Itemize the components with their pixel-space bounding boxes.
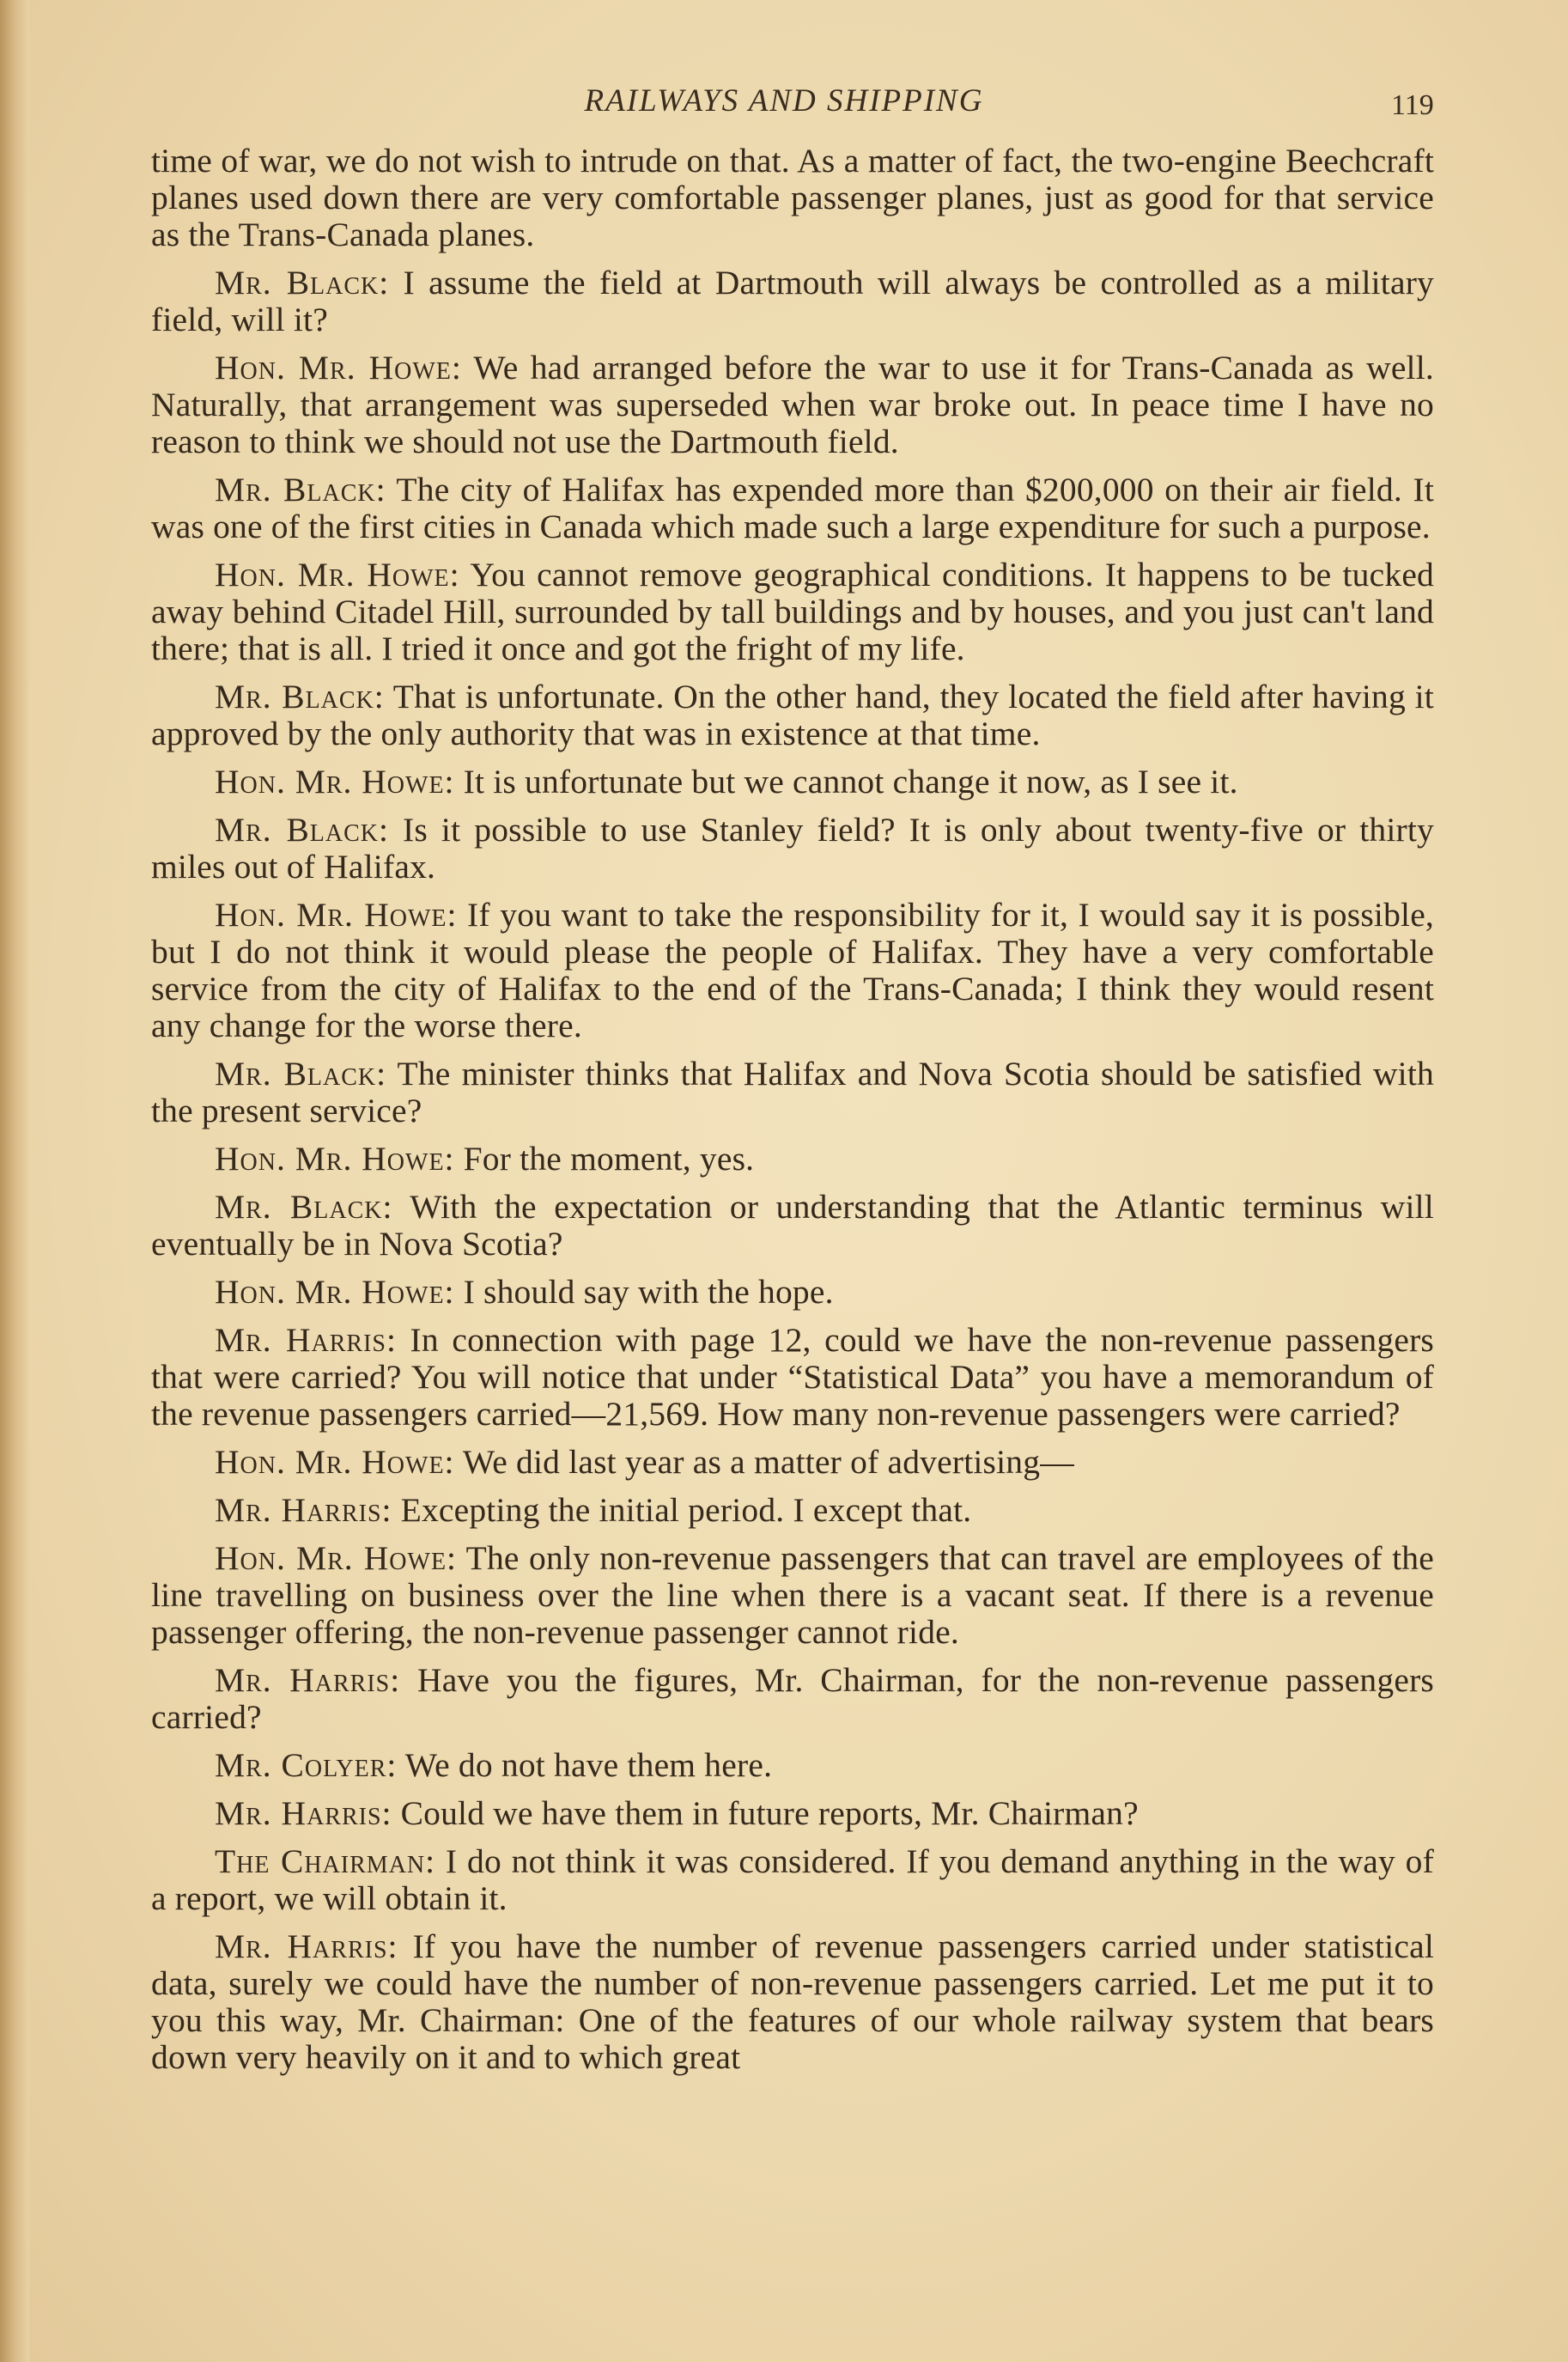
paragraph-text: That is unfortunate. On the other hand, they located the field after having it approved by the only authority that was in existence at that time. bbox=[151, 678, 1434, 752]
page-number: 119 bbox=[1391, 89, 1434, 121]
paragraph bbox=[151, 764, 1434, 801]
speaker-name: Mr. Black: bbox=[215, 264, 390, 301]
paragraph bbox=[151, 557, 1434, 667]
paragraph bbox=[151, 1189, 1434, 1263]
paragraph bbox=[151, 1795, 1434, 1832]
paragraph bbox=[151, 265, 1434, 338]
paragraph bbox=[151, 679, 1434, 752]
paragraph bbox=[151, 1492, 1434, 1529]
paragraph bbox=[151, 1444, 1434, 1481]
paragraph-text: Is it possible to use Stanley field? It is only about twenty-five or thirty miles out of Halifax. bbox=[151, 811, 1435, 886]
speaker-name: Hon. Mr. Howe: bbox=[215, 556, 460, 594]
paragraph-text: We do not have them here. bbox=[404, 1746, 773, 1784]
speaker-name: Hon. Mr. Howe: bbox=[215, 349, 462, 387]
paragraph-text: For the moment, yes. bbox=[463, 1140, 755, 1178]
speaker-name: The Chairman: bbox=[215, 1842, 436, 1880]
paragraph-text: If you want to take the responsibility for it, I would say it is possible, but I do not think it would please the people of Halifax. They have a very comfortable service from the city of Halifax to the end of the Trans-Canada; I think they would resent any change for the worse there. bbox=[151, 896, 1435, 1044]
paragraph bbox=[151, 897, 1434, 1044]
paragraph-text: time of war, we do not wish to intrude on that. As a matter of fact, the two-engine Beechcraft planes used down there are very comfortable passenger planes, just as good for that service as the Trans-Canada planes. bbox=[151, 142, 1434, 253]
speaker-name: Mr. Black: bbox=[215, 811, 390, 849]
paragraph-text: I should say with the hope. bbox=[463, 1273, 834, 1311]
speaker-name: Hon. Mr. Howe: bbox=[215, 1539, 458, 1577]
paragraph bbox=[151, 1747, 1434, 1784]
speaker-name: Mr. Black: bbox=[215, 678, 385, 715]
paragraph bbox=[151, 1322, 1434, 1433]
paragraph-text: I do not think it was considered. If you demand anything in the way of a report, we will obtain it. bbox=[151, 1842, 1434, 1917]
paragraph-text: Excepting the initial period. I except that. bbox=[400, 1491, 972, 1529]
paragraph bbox=[151, 350, 1434, 460]
paragraph-text: Could we have them in future reports, Mr. Chairman? bbox=[400, 1794, 1139, 1832]
speaker-name: Mr. Harris: bbox=[215, 1927, 398, 1965]
speaker-name: Mr. Harris: bbox=[215, 1661, 401, 1699]
speaker-name: Hon. Mr. Howe: bbox=[215, 1140, 455, 1178]
paragraph-text: I assume the field at Dartmouth will always be controlled as a military field, will it? bbox=[151, 264, 1435, 338]
paragraph-text: Have you the figures, Mr. Chairman, for the non-revenue passengers carried? bbox=[151, 1661, 1434, 1736]
paragraph bbox=[151, 1056, 1434, 1129]
paragraph-text: If you have the number of revenue passengers carried under statistical data, surely we could have the number of non-revenue passengers carried. Let me put it to you this way, Mr. Chairman: One of the features of our whole railway system that bears down very heavily on it and to which great bbox=[151, 1927, 1434, 2076]
speaker-name: Mr. Colyer: bbox=[215, 1746, 398, 1784]
paragraph-text: With the expectation or understanding that the Atlantic terminus will eventually be in Nova Scotia? bbox=[151, 1188, 1434, 1263]
paragraph-text: You cannot remove geographical conditions. It happens to be tucked away behind Citadel Hill, surrounded by tall buildings and by houses, and you just can't land there; that is all. I tried it once and got the fright of my life. bbox=[151, 556, 1434, 667]
paragraph bbox=[151, 1141, 1434, 1178]
speaker-name: Hon. Mr. Howe: bbox=[215, 763, 455, 801]
paragraph-text: We had arranged before the war to use it for Trans-Canada as well. Naturally, that arrangement was superseded when war broke out. In peace time I have no reason to think we should not use the Dartmouth field. bbox=[151, 349, 1434, 460]
paragraph-text: We did last year as a matter of advertising— bbox=[462, 1443, 1074, 1481]
paragraph bbox=[151, 472, 1434, 545]
paragraph-text: In connection with page 12, could we have the non-revenue passengers that were carried? You will notice that under “Statistical Data” you have a memorandum of the revenue passengers carried—21,569. How many non-revenue passengers were carried? bbox=[151, 1321, 1434, 1433]
paragraph-text: The city of Halifax has expended more than $200,000 on their air field. It was one of the first cities in Canada which made such a large expenditure for such a purpose. bbox=[151, 471, 1434, 545]
paragraph-text: The only non-revenue passengers that can travel are employees of the line travelling on business over the line when there is a vacant seat. If there is a revenue passenger offering, the non-revenue passenger cannot ride. bbox=[151, 1539, 1434, 1651]
speaker-name: Hon. Mr. Howe: bbox=[215, 896, 458, 934]
speaker-name: Mr. Harris: bbox=[215, 1491, 392, 1529]
paragraph bbox=[151, 1662, 1434, 1736]
paragraph bbox=[151, 812, 1434, 886]
page-binding-edge bbox=[0, 0, 29, 2362]
paragraph-text: The minister thinks that Halifax and Nova Scotia should be satisfied with the present service? bbox=[151, 1055, 1434, 1129]
paragraph bbox=[151, 1274, 1434, 1311]
speaker-name: Hon. Mr. Howe: bbox=[215, 1443, 455, 1481]
speaker-name: Mr. Black: bbox=[215, 1055, 387, 1093]
speaker-name: Mr. Harris: bbox=[215, 1321, 397, 1359]
speaker-name: Mr. Harris: bbox=[215, 1794, 392, 1832]
speaker-name: Hon. Mr. Howe: bbox=[215, 1273, 455, 1311]
paragraph bbox=[151, 143, 1434, 253]
paragraph-text: It is unfortunate but we cannot change it now, as I see it. bbox=[463, 763, 1238, 801]
paragraph bbox=[151, 1928, 1434, 2076]
transcript-body bbox=[151, 143, 1434, 2087]
running-title: RAILWAYS AND SHIPPING bbox=[584, 83, 984, 119]
speaker-name: Mr. Black: bbox=[215, 1188, 393, 1226]
speaker-name: Mr. Black: bbox=[215, 471, 386, 508]
paragraph bbox=[151, 1540, 1434, 1651]
paragraph bbox=[151, 1843, 1434, 1917]
